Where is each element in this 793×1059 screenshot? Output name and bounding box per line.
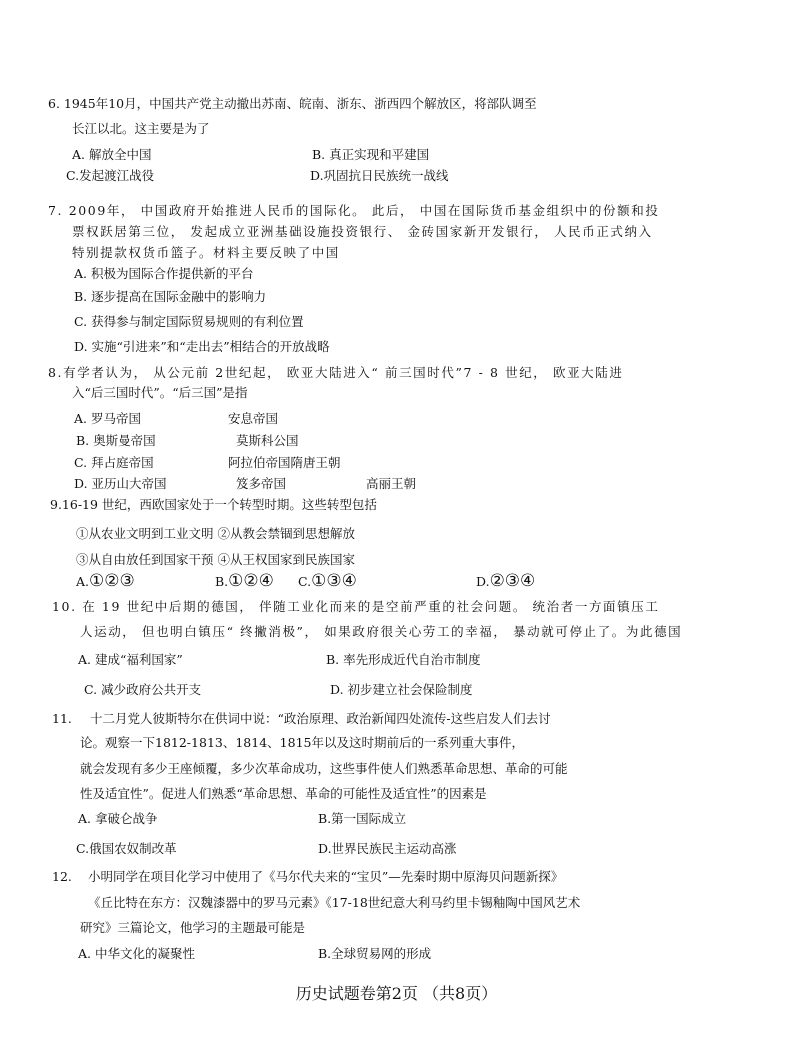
q11-stem-line4: 性及适宜性”。促进人们熟悉“革命思想、革命的可能性及适宜性”的因素是 bbox=[80, 786, 487, 801]
q12-stem-line2: 《丘比特在东方：汉魏漆器中的罗马元素》《17-18世纪意大利马约里卡锡釉陶中国风艺术 bbox=[88, 895, 581, 910]
q9-stem: 9.16-19 世纪，西欧国家处于一个转型时期。这些转型包括 bbox=[50, 497, 377, 512]
q9-items-line2: ③从自由放任到国家干预 ④从王权国家到民族国家 bbox=[76, 552, 355, 567]
q12-stem-line3: 研究》三篇论文，他学习的主题最可能是 bbox=[80, 920, 306, 935]
q11-stem-line3: 就会发现有多少王座倾覆，多少次革命成功，这些事件使人们熟悉革命思想、革命的可能 bbox=[80, 761, 568, 776]
q6-option-c: C.发起渡江战役 bbox=[66, 168, 155, 183]
q10-option-b: B. 率先形成近代自治市制度 bbox=[326, 652, 481, 667]
q7-stem-line2: 票权跃居第三位， 发起成立亚洲基础设施投资银行、 金砖国家新开发银行， 人民币正式纳入 bbox=[72, 224, 653, 239]
q10-stem-line2: 人运动， 但也明白镇压“ 终撇消极”， 如果政府很关心劳工的幸福， 暴动就可停止了。为此德国 bbox=[80, 624, 683, 639]
q8-option-b-1: B. 奥斯曼帝国 bbox=[76, 433, 156, 448]
q10-option-d: D. 初步建立社会保险制度 bbox=[330, 682, 473, 697]
q8-option-a-2: 安息帝国 bbox=[228, 411, 279, 426]
q11-option-d: D.世界民族民主运动高涨 bbox=[318, 841, 457, 856]
q8-option-b-2: 莫斯科公国 bbox=[236, 433, 299, 448]
q6-option-a: A. 解放全中国 bbox=[72, 147, 152, 162]
q8-option-d-1: D. 亚历山大帝国 bbox=[74, 476, 167, 491]
q10-stem-line1: 10. 在 19 世纪中后期的德国， 伴随工业化而来的是空前严重的社会问题。 统治者一方面镇压工 bbox=[52, 599, 660, 614]
q9-items-line1: ①从农业文明到工业文明 ②从教会禁锢到思想解放 bbox=[76, 526, 355, 541]
q7-stem-line1: 7. 2009年， 中国政府开始推进人民币的国际化。 此后， 中国在国际货币基金组织中的份额和投 bbox=[48, 203, 660, 218]
q6-option-d: D.巩固抗日民族统一战线 bbox=[310, 168, 449, 183]
q12-number: 12. bbox=[52, 869, 72, 884]
q7-option-a: A. 积极为国际合作提供新的平台 bbox=[74, 266, 254, 281]
q11-option-c: C.俄国农奴制改革 bbox=[76, 841, 177, 856]
q8-stem-line1: 8.有学者认为， 从公元前 2世纪起， 欧亚大陆进入“ 前三国时代”7 - 8 世纪， 欧亚大陆进 bbox=[48, 365, 624, 380]
q8-option-c-1: C. 拜占庭帝国 bbox=[74, 455, 154, 470]
q7-option-b: B. 逐步提高在国际金融中的影响力 bbox=[74, 289, 267, 304]
q8-option-a-1: A. 罗马帝国 bbox=[74, 411, 141, 426]
q11-option-a: A. 拿破仑战争 bbox=[78, 811, 158, 826]
q8-option-c-2: 阿拉伯帝国隋唐王朝 bbox=[228, 455, 341, 470]
q7-option-c: C. 获得参与制定国际贸易规则的有利位置 bbox=[74, 314, 304, 329]
q12-stem-line1: 小明同学在项目化学习中使用了《马尔代夫来的“宝贝”—先秦时期中原海贝问题新探》 bbox=[88, 869, 564, 884]
q12-option-a: A. 中华文化的凝聚性 bbox=[78, 946, 195, 961]
q9-option-c: C.①③④ bbox=[298, 571, 357, 591]
q10-option-c: C. 减少政府公共开支 bbox=[84, 682, 202, 697]
q9-option-b: B.①②④ bbox=[215, 571, 274, 591]
q11-number: 11. bbox=[52, 711, 72, 726]
q8-stem-line2: 入“后三国时代”。“后三国”是指 bbox=[72, 385, 248, 400]
q11-option-b: B.第一国际成立 bbox=[318, 811, 407, 826]
q7-stem-line3: 特别提款权货币篮子。材料主要反映了中国 bbox=[72, 245, 340, 260]
q6-option-b: B. 真正实现和平建国 bbox=[312, 147, 430, 162]
q9-option-d: D.②③④ bbox=[476, 571, 536, 591]
q11-stem-line2: 论。观察一下1812-1813、1814、1815年以及这时期前后的一系列重大事件， bbox=[80, 735, 524, 750]
q6-stem-line1: 6. 1945年10月，中国共产党主动撤出苏南、皖南、浙东、浙西四个解放区，将部队调至 bbox=[48, 96, 537, 111]
q10-option-a: A. 建成“福利国家” bbox=[78, 652, 183, 667]
q11-stem-line1: 十二月党人彼斯特尔在供词中说：“政治原理、政治新闻四处流传-这些启发人们去讨 bbox=[90, 711, 551, 726]
q12-option-b: B.全球贸易网的形成 bbox=[318, 946, 432, 961]
q8-option-d-2: 笈多帝国 bbox=[236, 476, 287, 491]
q8-option-d-3: 高丽王朝 bbox=[366, 476, 417, 491]
q9-option-a: A.①②③ bbox=[76, 571, 135, 591]
q7-option-d: D. 实施“引进来”和“走出去”相结合的开放战略 bbox=[74, 339, 330, 354]
page-footer: 历史试题卷第2页 （共8页） bbox=[295, 984, 498, 1003]
q6-stem-line2: 长江以北。这主要是为了 bbox=[72, 121, 210, 136]
